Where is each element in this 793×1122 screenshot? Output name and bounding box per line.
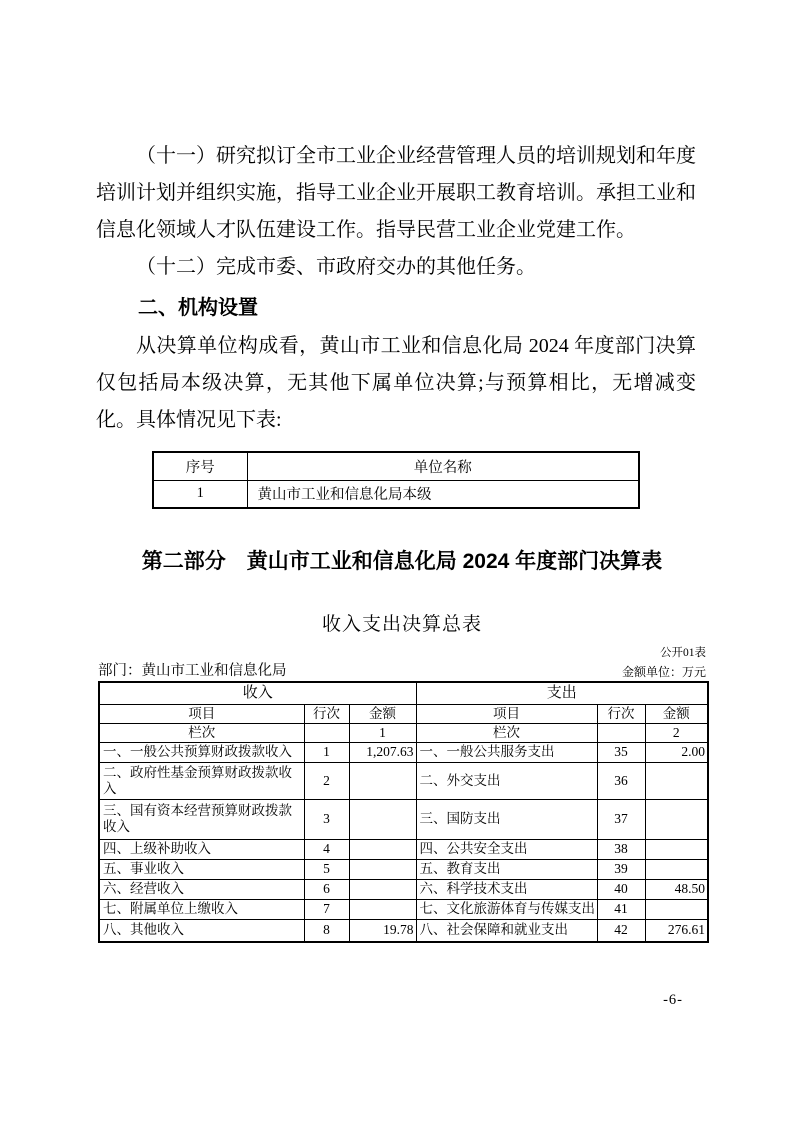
- income-line-cell: 8: [304, 919, 349, 942]
- expense-item-cell: 八、社会保障和就业支出: [416, 919, 597, 942]
- expense-amount-cell: [645, 799, 708, 839]
- income-col-number: 1: [349, 723, 416, 742]
- expense-col-number: 2: [645, 723, 708, 742]
- expense-amount-cell: [645, 899, 708, 919]
- section-heading-organization: 二、机构设置: [138, 297, 258, 319]
- department-label: 部门：黄山市工业和信息化局: [98, 663, 287, 679]
- unit-name-cell: 黄山市工业和信息化局本级: [247, 480, 639, 508]
- expense-lanci-label: 栏次: [416, 723, 597, 742]
- income-item-header: 项目: [99, 704, 304, 723]
- income-amount-cell: [349, 762, 416, 799]
- expense-line-cell: 40: [597, 879, 645, 899]
- table-row: [99, 879, 708, 899]
- income-amount-header: 金额: [349, 704, 416, 723]
- units-header-serial: 序号: [153, 452, 247, 480]
- income-line-cell: 2: [304, 762, 349, 799]
- expense-group-header: 支出: [416, 682, 708, 704]
- table-row: [99, 799, 708, 839]
- table-row: [99, 859, 708, 879]
- income-line-cell: 4: [304, 839, 349, 859]
- paragraph-item-11: （十一）研究拟订全市工业企业经营管理人员的培训规划和年度培训计划并组织实施，指导工业企业开展职工教育培训。承担工业和信息化领域人才队伍建设工作。指导民营工业企业党建工作。: [96, 145, 696, 241]
- income-item-cell: 五、事业收入: [99, 859, 304, 879]
- units-table-row: [153, 480, 639, 508]
- page-content: [96, 138, 708, 943]
- income-amount-cell: [349, 899, 416, 919]
- table-row: [99, 762, 708, 799]
- income-item-cell: 三、国有资本经营预算财政拨款收入: [99, 799, 304, 839]
- expense-line-cell: 41: [597, 899, 645, 919]
- income-expense-summary-table: [98, 681, 709, 943]
- income-item-cell: 六、经营收入: [99, 879, 304, 899]
- expense-line-header: 行次: [597, 704, 645, 723]
- expense-lanci-line-cell: [597, 723, 645, 742]
- expense-item-cell: 一、一般公共服务支出: [416, 742, 597, 762]
- expense-item-cell: 四、公共安全支出: [416, 839, 597, 859]
- units-table-header-row: [153, 452, 639, 480]
- part2-heading: 第二部分 黄山市工业和信息化局 2024 年度部门决算表: [141, 550, 663, 573]
- income-amount-cell: 1,207.63: [349, 742, 416, 762]
- expense-line-cell: 39: [597, 859, 645, 879]
- expense-item-cell: 七、文化旅游体育与传媒支出: [416, 899, 597, 919]
- amount-unit-label: 金额单位：万元: [621, 665, 706, 679]
- expense-item-cell: 五、教育支出: [416, 859, 597, 879]
- income-lanci-line-cell: [304, 723, 349, 742]
- income-line-cell: 3: [304, 799, 349, 839]
- income-group-header: 收入: [99, 682, 416, 704]
- income-line-cell: 1: [304, 742, 349, 762]
- income-amount-cell: [349, 839, 416, 859]
- expense-amount-cell: [645, 839, 708, 859]
- expense-amount-cell: 48.50: [645, 879, 708, 899]
- table-row: [99, 742, 708, 762]
- table-row: [99, 899, 708, 919]
- income-lanci-label: 栏次: [99, 723, 304, 742]
- expense-line-cell: 38: [597, 839, 645, 859]
- table-row: [99, 919, 708, 942]
- income-item-cell: 二、政府性基金预算财政拨款收入: [99, 762, 304, 799]
- table-row: [99, 839, 708, 859]
- expense-item-cell: 二、外交支出: [416, 762, 597, 799]
- paragraph-organization: 从决算单位构成看，黄山市工业和信息化局 2024 年度部门决算仅包括局本级决算，无其他下属单位决算;与预算相比，无增减变化。具体情况见下表:: [96, 335, 696, 431]
- table-lanci-row: [99, 723, 708, 742]
- income-line-cell: 7: [304, 899, 349, 919]
- income-line-cell: 5: [304, 859, 349, 879]
- income-line-cell: 6: [304, 879, 349, 899]
- expense-line-cell: 37: [597, 799, 645, 839]
- income-amount-cell: [349, 799, 416, 839]
- income-item-cell: 八、其他收入: [99, 919, 304, 942]
- expense-line-cell: 36: [597, 762, 645, 799]
- units-table: [152, 451, 640, 509]
- expense-item-header: 项目: [416, 704, 597, 723]
- expense-amount-header: 金额: [645, 704, 708, 723]
- paragraph-item-12: （十二）完成市委、市政府交办的其他任务。: [136, 256, 536, 278]
- page-number: -6-: [663, 992, 683, 1008]
- income-line-header: 行次: [304, 704, 349, 723]
- expense-line-cell: 42: [597, 919, 645, 942]
- expense-item-cell: 三、国防支出: [416, 799, 597, 839]
- expense-amount-cell: [645, 859, 708, 879]
- expense-line-cell: 35: [597, 742, 645, 762]
- expense-amount-cell: [645, 762, 708, 799]
- form-number-label: 公开01表: [660, 647, 706, 659]
- income-item-cell: 一、一般公共预算财政拨款收入: [99, 742, 304, 762]
- table-group-header-row: [99, 682, 708, 704]
- summary-table-title: 收入支出决算总表: [321, 614, 482, 635]
- income-amount-cell: [349, 859, 416, 879]
- expense-amount-cell: 276.61: [645, 919, 708, 942]
- income-amount-cell: [349, 879, 416, 899]
- income-amount-cell: 19.78: [349, 919, 416, 942]
- income-item-cell: 七、附属单位上缴收入: [99, 899, 304, 919]
- income-item-cell: 四、上级补助收入: [99, 839, 304, 859]
- units-header-name: 单位名称: [247, 452, 639, 480]
- summary-table-meta: [96, 662, 708, 680]
- unit-serial-cell: 1: [153, 480, 247, 508]
- table-column-header-row: [99, 704, 708, 723]
- expense-item-cell: 六、科学技术支出: [416, 879, 597, 899]
- expense-amount-cell: 2.00: [645, 742, 708, 762]
